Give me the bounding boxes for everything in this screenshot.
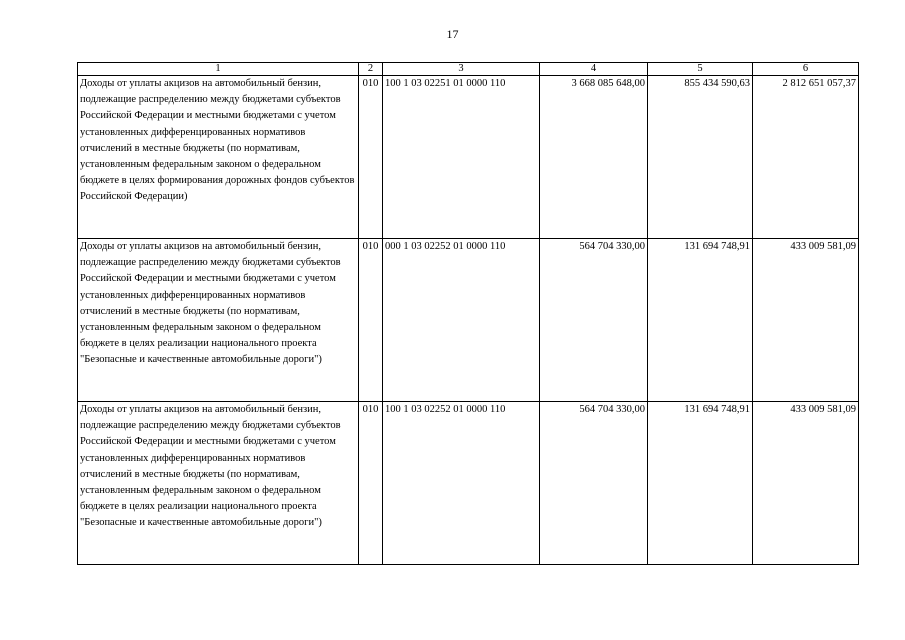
table-row	[78, 402, 859, 565]
income-name: Доходы от уплаты акцизов на автомобильный бензин, подлежащие распределению между бюджетами субъектов Российской Федерации и местными бюджетами с учетом установленных дифференцированных нормативов отчислений в местные бюджеты (по нормативам, установленным федеральным законом о федеральном бюджете в целях реализации национального проекта "Безопасные и качественные автомобильные дороги")	[80, 404, 341, 529]
income-name: Доходы от уплаты акцизов на автомобильный бензин, подлежащие распределению между бюджетами субъектов Российской Федерации и местными бюджетами с учетом установленных дифференцированных нормативов отчислений в местные бюджеты (по нормативам, установленным федеральным законом о федеральном бюджете в целях формирования дорожных фондов субъектов Российской Федерации)	[80, 78, 355, 203]
budget-table	[77, 62, 859, 565]
column-header-1: 1	[78, 63, 359, 76]
income-name-cell	[78, 76, 359, 239]
amount-col5-cell: 131 694 748,91	[648, 402, 753, 565]
page-number: 17	[446, 27, 459, 41]
table-row	[78, 76, 859, 239]
income-code-cell: 000 1 03 02252 01 0000 110	[383, 239, 540, 402]
column-header-4: 4	[540, 63, 648, 76]
amount-col5-cell: 855 434 590,63	[648, 76, 753, 239]
amount-col4-cell: 564 704 330,00	[540, 402, 648, 565]
row-code-cell: 010	[359, 402, 383, 565]
income-code-cell: 100 1 03 02251 01 0000 110	[383, 76, 540, 239]
amount-col6-cell: 2 812 651 057,37	[753, 76, 859, 239]
row-code-cell: 010	[359, 239, 383, 402]
column-header-2: 2	[359, 63, 383, 76]
income-name-cell	[78, 402, 359, 565]
table-row	[78, 239, 859, 402]
income-name: Доходы от уплаты акцизов на автомобильный бензин, подлежащие распределению между бюджетами субъектов Российской Федерации и местными бюджетами с учетом установленных дифференцированных нормативов отчислений в местные бюджеты (по нормативам, установленным федеральным законом о федеральном бюджете в целях реализации национального проекта "Безопасные и качественные автомобильные дороги")	[80, 241, 341, 366]
income-name-cell	[78, 239, 359, 402]
column-header-3: 3	[383, 63, 540, 76]
amount-col6-cell: 433 009 581,09	[753, 402, 859, 565]
column-header-6: 6	[753, 63, 859, 76]
amount-col4-cell: 3 668 085 648,00	[540, 76, 648, 239]
income-code-cell: 100 1 03 02252 01 0000 110	[383, 402, 540, 565]
amount-col5-cell: 131 694 748,91	[648, 239, 753, 402]
column-header-5: 5	[648, 63, 753, 76]
amount-col6-cell: 433 009 581,09	[753, 239, 859, 402]
table-header-row	[78, 63, 859, 76]
row-code-cell: 010	[359, 76, 383, 239]
amount-col4-cell: 564 704 330,00	[540, 239, 648, 402]
